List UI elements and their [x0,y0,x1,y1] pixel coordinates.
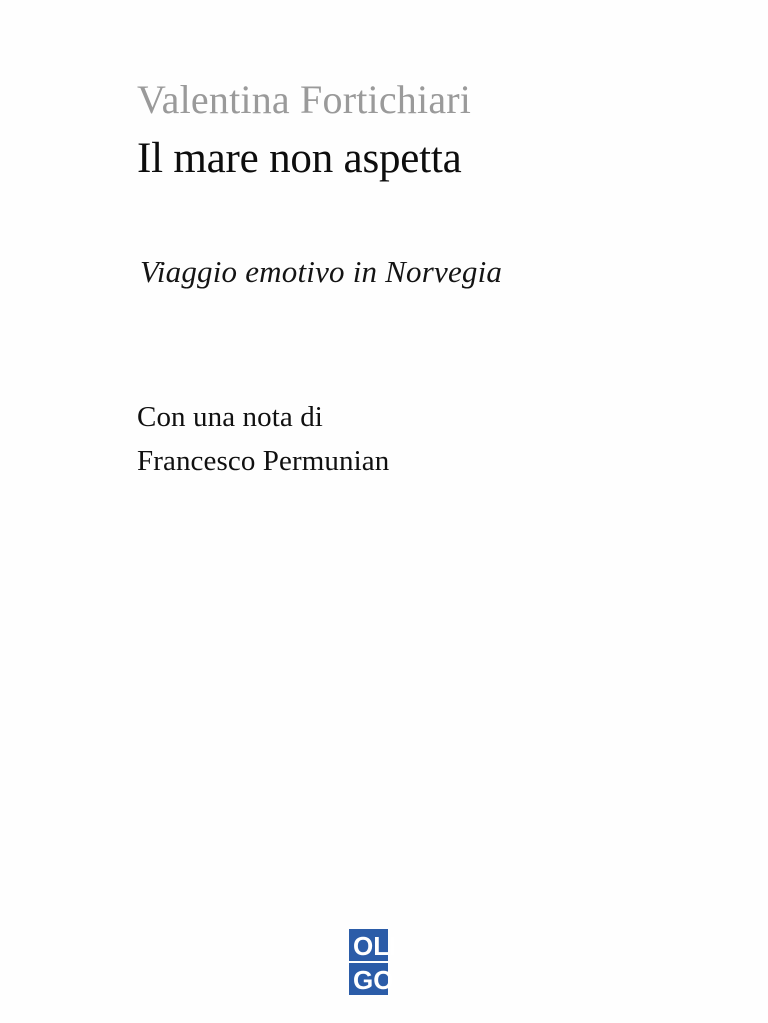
logo-line-bottom-text: GO [353,965,394,995]
author-name: Valentina Fortichiari [137,77,472,122]
publisher-logo [349,929,419,997]
title-block [137,78,697,483]
logo-wordmark [349,929,419,997]
contributor-note-line-2: Francesco Permunian [137,444,390,477]
logo-line-bottom [353,964,423,996]
logo-line-top [353,930,423,962]
book-subtitle: Viaggio emotivo in Norvegia [140,254,503,290]
book-title: Il mare non aspetta [137,134,462,182]
contributor-note-line-1: Con una nota di [137,400,323,433]
logo-line-top-text: OLI [353,931,397,961]
contributor-note [137,395,697,483]
